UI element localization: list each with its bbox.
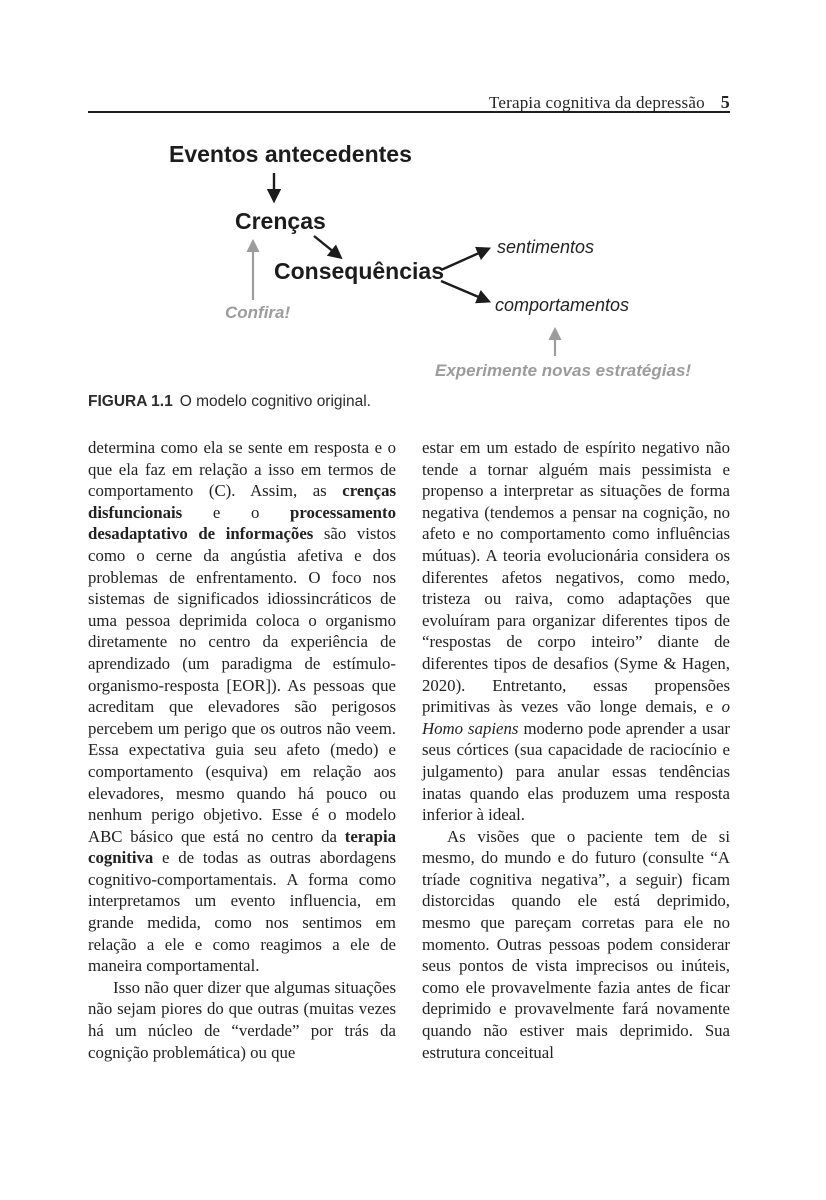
- figure-caption-text: O modelo cognitivo original.: [179, 393, 371, 410]
- text-run: moderno pode aprender a usar seus córtices (sua capacidade de raciocínio e julgamento) para anular essas tendências inatas quando elas produzem uma resposta inferior à ideal.: [422, 718, 730, 825]
- text-run: são vistos como o cerne da angústia afetiva e dos problemas de enfrentamento. O foco nos sistemas de significados idiossincráticos de uma pessoa deprimida coloca o organismo diretamente no centro da experiência de aprendizado (um paradigma de estímulo-organismo-resposta [EOR]). As pessoas que acreditam que elevadores são perigosos percebem um perigo que os outros não veem. Essa expectativa guia seu afeto (medo) e comportamento (esquiva) em relação aos elevadores, mesmo quando há pouco ou nenhum perigo objetivo. Esse é o modelo ABC básico que está no centro da: [88, 524, 396, 846]
- text-run: estar em um estado de espírito negativo não tende a tornar alguém mais pessimista e propenso a interpretar as situações de forma negativa (tendemos a pensar na cognição, no afeto e no comportamento como influências mútuas). A teoria evolucionária considera os diferentes afetos negativos, como medo, tristeza ou raiva, como adaptações que evoluíram para organizar diferentes tipos de “respostas de corpo inteiro” diante de diferentes tipos de desafios (Syme & Hagen, 2020). Entretanto, essas propensões primitivas às vezes vão longe demais, e: [422, 438, 730, 717]
- node-antecedent-events: Eventos antecedentes: [169, 141, 412, 167]
- text-run: determina como ela se sente em resposta e o que ela faz em relação a isso em termos de comportamento (C). Assim, as: [88, 438, 396, 501]
- annotation-try-new-strategies: Experimente novas estratégias!: [435, 361, 692, 380]
- annotation-check: Confira!: [225, 303, 291, 322]
- node-consequences: Consequências: [274, 258, 444, 284]
- paragraph: [422, 826, 730, 1064]
- paragraph: [88, 437, 396, 977]
- figure-caption-label: FIGURA 1.1: [88, 393, 173, 410]
- paragraph: [422, 437, 730, 826]
- paragraph: [88, 977, 396, 1063]
- text-run: e o: [182, 502, 291, 522]
- leaf-behaviors: comportamentos: [495, 295, 630, 315]
- body-text: [88, 437, 730, 1063]
- running-head: [88, 92, 730, 113]
- text-run: Isso não quer dizer que algumas situações não sejam piores do que outras (muitas vezes há um núcleo de “verdade” por trás da cognição problemática) ou que: [88, 977, 396, 1062]
- text-run-bold: terapia cognitiva: [88, 826, 396, 868]
- node-beliefs: Crenças: [235, 208, 326, 234]
- text-run-bold: crenças disfuncionais: [88, 481, 396, 522]
- arrow-consequences-to-behaviors: [441, 281, 488, 301]
- page-number: 5: [720, 92, 730, 112]
- text-run: e de todas as outras abordagens cognitivo-comportamentais. A forma como interpretamos um evento influencia, em grande medida, como nos sentimos em relação a ele e como reagimos a ele de maneira comportamental.: [88, 848, 396, 976]
- text-run: As visões que o paciente tem de si mesmo, do mundo e do futuro (consulte “A tríade cognitiva negativa”, a seguir) ficam distorcidas quando ele está deprimido, mesmo que pareçam corretas para ele no momento. Outras pessoas podem considerar seus pontos de vista imprecisos ou inúteis, como ele provavelmente fazia antes de ficar deprimido e provavelmente fará novamente quando não estiver mais deprimido. Sua estrutura conceitual: [422, 826, 730, 1062]
- figure-caption: [88, 393, 730, 411]
- cognitive-model-diagram: [0, 130, 826, 388]
- header-rule: [88, 111, 730, 113]
- running-title: Terapia cognitiva da depressão: [488, 93, 705, 112]
- text-run-italic: o Homo sapiens: [422, 697, 730, 738]
- right-column: [422, 437, 730, 1063]
- arrow-consequences-to-feelings: [441, 249, 488, 270]
- left-column: [88, 437, 396, 1063]
- arrow-beliefs-to-consequences: [314, 236, 340, 257]
- leaf-feelings: sentimentos: [497, 237, 595, 257]
- text-run-bold: processamento desadaptativo de informações: [88, 502, 396, 544]
